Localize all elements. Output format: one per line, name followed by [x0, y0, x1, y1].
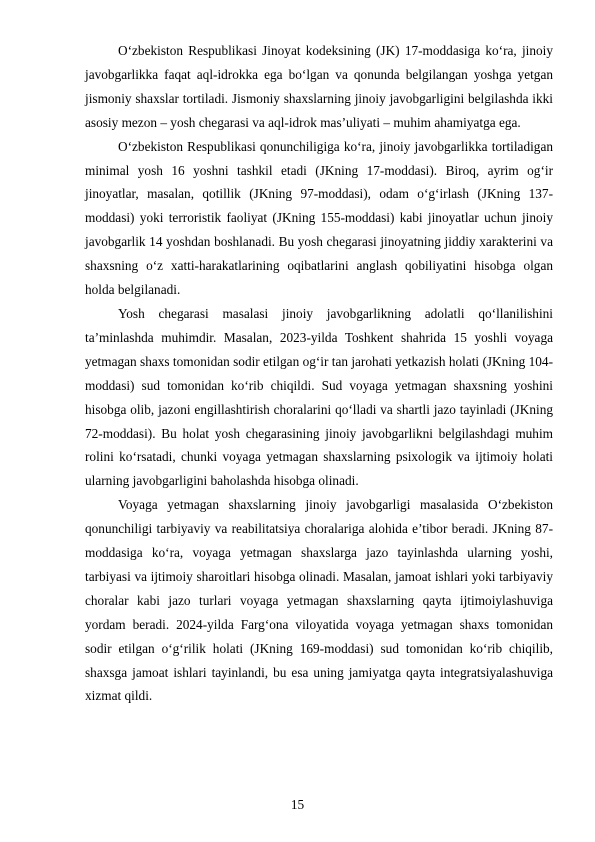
paragraph-4: Voyaga yetmagan shaxslarning jinoiy javobgarligi masalasida O‘zbekiston qonunchiligi tarbiyaviy va reabilitatsiya choralariga alohida e’tibor beradi. JKning 87-moddasiga ko‘ra, voyaga yetmagan shaxslarga jazo tayinlashda ularning yoshi, tarbiyasi va ijtimoiy sharoitlari hisobga olinadi. Masalan, jamoat ishlari yoki tarbiyaviy choralar kabi jazo turlari voyaga yetmagan shaxslarning qayta ijtimoiylashuviga yordam beradi. 2024-yilda Farg‘ona viloyatida voyaga yetmagan shaxs tomonidan sodir etilgan o‘g‘rilik holati (JKning 169-moddasi) sud tomonidan ko‘rib chiqilib, shaxsga jamoat ishlari tayinlandi, bu esa uning jamiyatga qayta integratsiyalashuviga xizmat qildi.	[85, 497, 553, 704]
body-text	[85, 39, 553, 708]
paragraph-3: Yosh chegarasi masalasi jinoiy javobgarlikning adolatli qo‘llanilishini ta’minlashda muhimdir. Masalan, 2023-yilda Toshkent shahrida 15 yoshli voyaga yetmagan shaxs tomonidan sodir etilgan og‘ir tan jarohati yetkazish holati (JKning 104-moddasi) sud tomonidan ko‘rib chiqildi. Sud voyaga yetmagan shaxsning yoshini hisobga olib, jazoni engillashtirish choralarini qo‘lladi va shartli jazo tayinladi (JKning 72-moddasi). Bu holat yosh chegarasining jinoiy javobgarlikni belgilashdagi muhim rolini ko‘rsatadi, chunki voyaga yetmagan shaxslarning psixologik va ijtimoiy holati ularning javobgarligini baholashda hisobga olinadi.	[85, 305, 553, 489]
page-number: 15	[290, 797, 305, 812]
paragraph-2: O‘zbekiston Respublikasi qonunchiligiga ko‘ra, jinoiy javobgarlikka tortiladigan minimal yosh 16 yoshni tashkil etadi (JKning 17-moddasi). Biroq, ayrim og‘ir jinoyatlar, masalan, qotillik (JKning 97-moddasi), odam o‘g‘irlash (JKning 137-moddasi) yoki terroristik faoliyat (JKning 155-moddasi) kabi jinoyatlar uchun jinoiy javobgarlik 14 yoshdan boshlanadi. Bu yosh chegarasi jinoyatning jiddiy xarakterini va shaxsning o‘z xatti-harakatlarining oqibatlarini anglash qobiliyatini hisobga olgan holda belgilanadi.	[85, 138, 553, 298]
paragraph-1: O‘zbekiston Respublikasi Jinoyat kodeksining (JK) 17-moddasiga ko‘ra, jinoiy javobgarlikka faqat aql-idrokka ega bo‘lgan va qonunda belgilangan yoshga yetgan jismoniy shaxslar tortiladi. Jismoniy shaxslarning jinoiy javobgarligini belgilashda ikki asosiy mezon – yosh chegarasi va aql-idrok mas’uliyati – muhim ahamiyatga ega.	[85, 43, 553, 130]
